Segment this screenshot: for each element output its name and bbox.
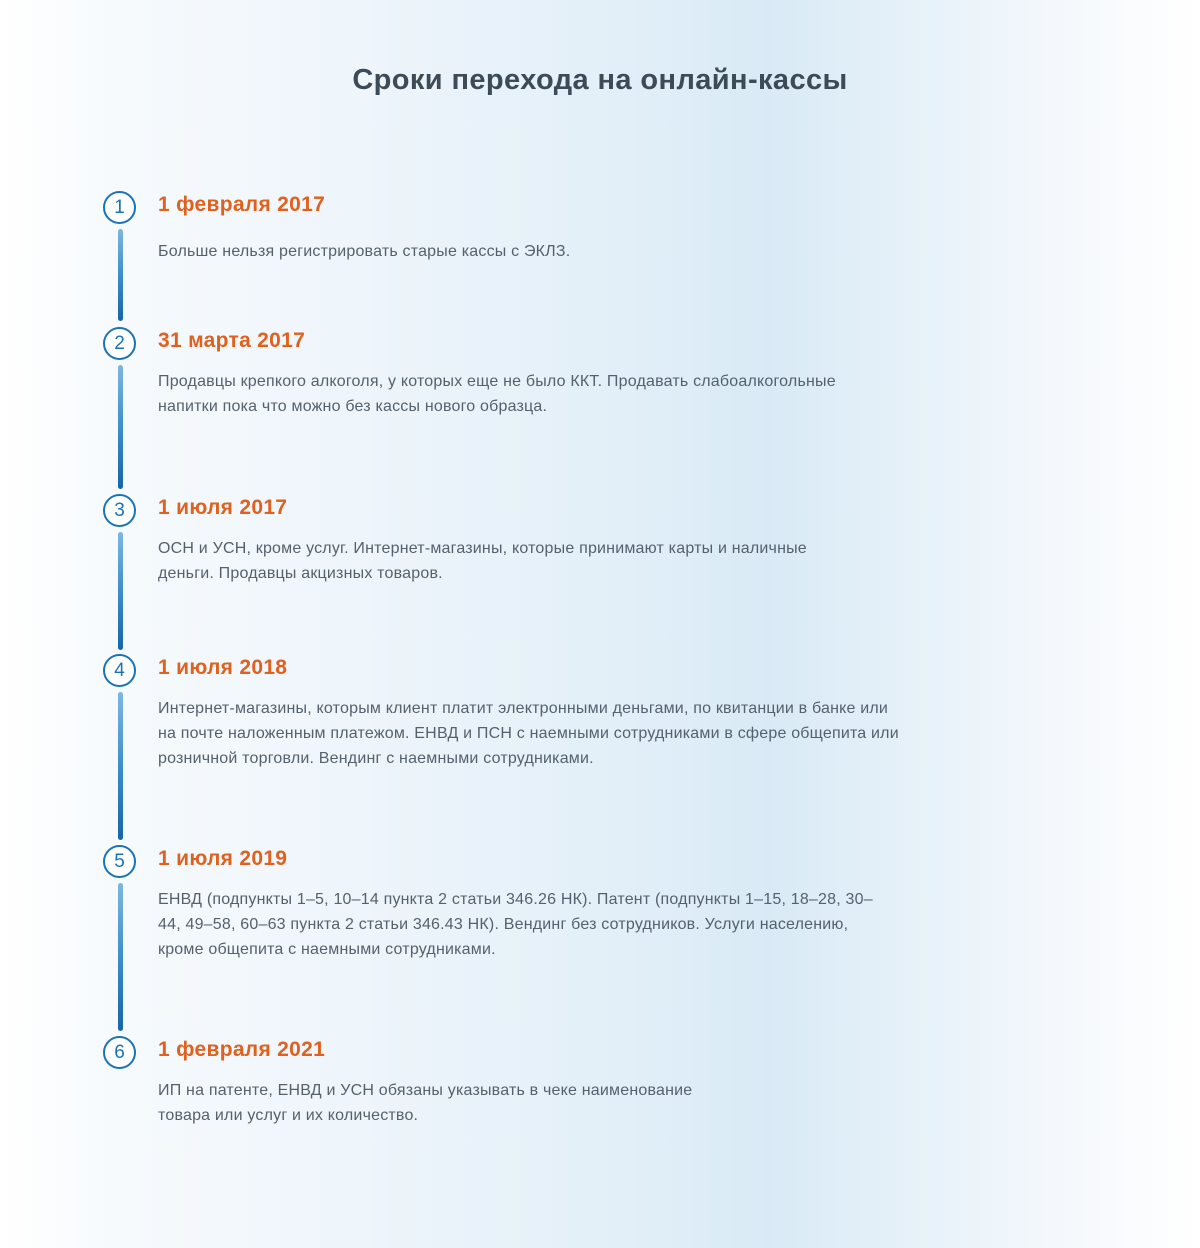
timeline-connector (118, 229, 123, 321)
timeline-connector (118, 365, 123, 489)
page-title: Сроки перехода на онлайн-кассы (352, 64, 848, 96)
step-description: ЕНВД (подпункты 1–5, 10–14 пункта 2 статьи 346.26 НК). Патент (подпункты 1–15, 18–28, 30–44, 49–58, 60–63 пункта 2 статьи 346.43 НК). Вендинг без сотрудников. Услуги населению, кроме общепита с наемными сотрудниками. (158, 891, 873, 958)
timeline-connector (118, 883, 123, 1031)
timeline-connector (118, 532, 123, 650)
step-date: 1 февраля 2017 (158, 193, 326, 216)
step-number-badge: 4 (103, 654, 136, 687)
step-number-badge: 6 (103, 1036, 136, 1069)
step-description: Продавцы крепкого алкоголя, у которых еще не было ККТ. Продавать слабоалкогольные напитки пока что можно без кассы нового образца. (158, 373, 836, 415)
step-description: Больше нельзя регистрировать старые кассы с ЭКЛЗ. (158, 243, 571, 260)
step-number-badge: 1 (103, 191, 136, 224)
step-description: ОСН и УСН, кроме услуг. Интернет-магазины, которые принимают карты и наличные деньги. Продавцы акцизных товаров. (158, 540, 807, 582)
step-description: ИП на патенте, ЕНВД и УСН обязаны указывать в чеке наименование товара или услуг и их количество. (158, 1082, 693, 1124)
step-date: 31 марта 2017 (158, 329, 306, 352)
step-date: 1 июля 2018 (158, 656, 288, 679)
timeline-connector (118, 692, 123, 840)
step-description: Интернет-магазины, которым клиент платит электронными деньгами, по квитанции в банке или на почте наложенным платежом. ЕНВД и ПСН с наемными сотрудниками в сфере общепита или розничной торговли. Вендинг с наемными сотрудниками. (158, 700, 899, 767)
step-number-badge: 5 (103, 845, 136, 878)
step-number-badge: 3 (103, 494, 136, 527)
step-number-badge: 2 (103, 327, 136, 360)
step-date: 1 февраля 2021 (158, 1038, 326, 1061)
step-date: 1 июля 2019 (158, 847, 288, 870)
step-date: 1 июля 2017 (158, 496, 288, 519)
